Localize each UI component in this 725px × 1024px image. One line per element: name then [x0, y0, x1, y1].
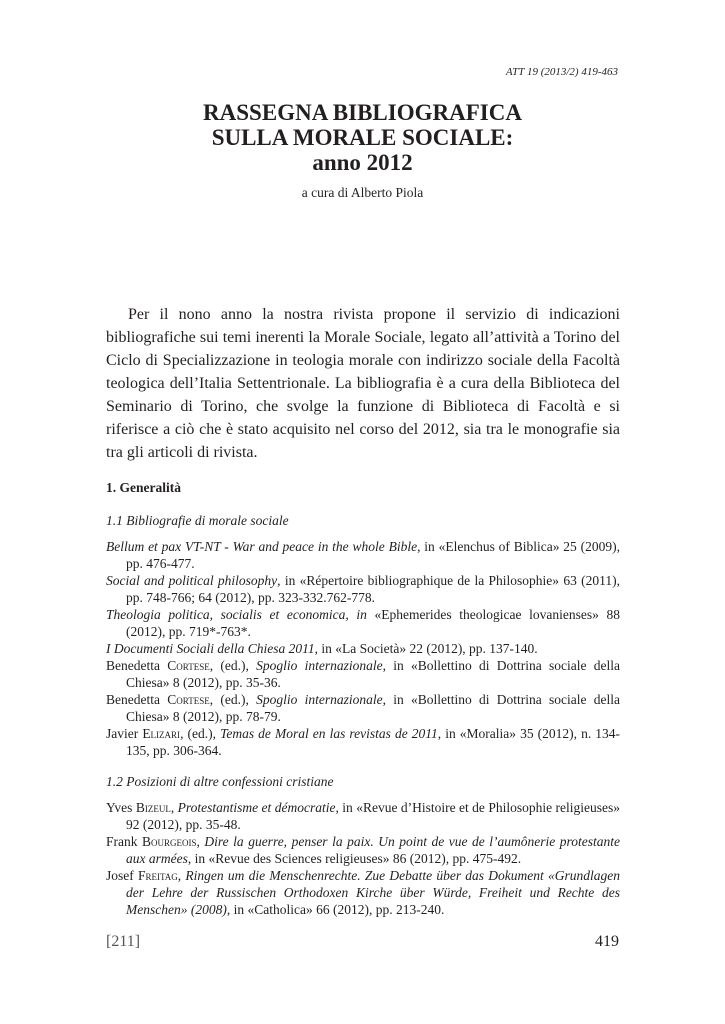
entry-publication-details: , in «Bollettino di Dottrina sociale della Chiesa» 8 (2012), pp. 78-79.	[126, 692, 620, 724]
entry-title: Spoglio internazionale	[256, 692, 383, 707]
bibliography-entry	[106, 833, 620, 867]
editor-credit: a cura di Alberto Piola	[301, 185, 424, 200]
article-title-line-2: SULLA MORALE SOCIALE:	[211, 125, 514, 150]
entry-title: Theologia politica, socialis et economica, in	[106, 607, 375, 622]
entry-editor-note: , (ed.),	[180, 726, 221, 741]
page-number: 419	[595, 933, 619, 950]
folio-bracket-number: [211]	[106, 933, 141, 950]
entry-title: Spoglio internazionale	[256, 658, 383, 673]
intro-paragraph: Per il nono anno la nostra rivista propone il servizio di indicazioni bibliografiche sui temi inerenti la Morale Sociale, legato all’attività a Torino del Ciclo di Specializzazione in teologia morale con indirizzo sociale della Facoltà teologica dell’Italia Settentrionale. La bibliografia è a cura della Biblioteca del Seminario di Torino, che svolge la funzione di Biblioteca di Facoltà e si riferisce a ciò che è stato acquisito nel corso del 2012, sia tra le monografie sia tra gli articoli di rivista.	[106, 306, 620, 461]
entry-author-given-name: Yves	[106, 800, 136, 815]
entry-publication-details: , in «Catholica» 66 (2012), pp. 213-240.	[226, 902, 445, 917]
entry-publication-details: , in «Revue des Sciences religieuses» 86 (2012), pp. 475-492.	[187, 851, 522, 866]
entry-author-surname: Bourgeois	[142, 834, 197, 849]
bibliography-entry	[106, 691, 620, 725]
bibliography-list-1-2	[106, 799, 620, 918]
entry-author-given-name: Frank	[106, 834, 143, 849]
bibliography-entry	[106, 657, 620, 691]
entry-publication-details: , in «Revue d’Histoire et de Philosophie religieuses» 92 (2012), pp. 35-48.	[126, 800, 621, 832]
entry-author-surname: Cortese	[167, 692, 210, 707]
entry-publication-details: , in «Bollettino di Dottrina sociale della Chiesa» 8 (2012), pp. 35-36.	[126, 658, 620, 690]
subsection-heading-1-1: 1.1 Bibliografie di morale sociale	[106, 513, 289, 528]
section-heading: 1. Generalità	[106, 480, 181, 495]
entry-title: Bellum et pax VT-NT - War and peace in the whole Bible	[106, 539, 418, 554]
entry-author-given-name: Benedetta	[106, 658, 168, 673]
entry-title: Ringen um die Menschenrechte. Zue Debatte über das Dokument «Grundlagen der Lehre der Russischen Orthodoxen Kirche über Würde, Freiheit und Rechte des Menschen» (2008)	[126, 868, 620, 917]
entry-author-surname: Freitag	[137, 868, 178, 883]
article-title-line-3: anno 2012	[312, 150, 413, 175]
entry-title: I Documenti Sociali della Chiesa 2011	[106, 641, 315, 656]
article-title-line-1: RASSEGNA BIBLIOGRAFICA	[203, 100, 522, 125]
bibliography-entry	[106, 538, 620, 572]
article-title-block	[0, 100, 725, 201]
bibliography-entry	[106, 606, 620, 640]
entry-publication-details: «Ephemerides theologicae lovanienses» 88 (2012), pp. 719*-763*.	[126, 607, 620, 639]
entry-title: Protestantisme et démocratie	[177, 800, 336, 815]
entry-publication-details: , in «Moralia» 35 (2012), n. 134-135, pp. 306-364.	[126, 726, 621, 758]
entry-editor-note: , (ed.),	[209, 692, 257, 707]
bibliography-entry	[106, 867, 620, 918]
bibliography-entry	[106, 799, 620, 833]
entry-title: Dire la guerre, penser la paix. Un point de vue de l’aumônerie protestante aux armées	[126, 834, 620, 866]
bibliography-entry	[106, 572, 620, 606]
bibliography-entry	[106, 725, 620, 759]
entry-editor-note: ,	[196, 834, 205, 849]
running-head: ATT 19 (2013/2) 419-463	[505, 66, 618, 78]
entry-author-given-name: Josef	[106, 868, 138, 883]
entry-editor-note: ,	[177, 868, 186, 883]
subsection-heading-1-2: 1.2 Posizioni di altre confessioni cristiane	[106, 774, 334, 789]
entry-author-given-name: Javier	[106, 726, 143, 741]
entry-editor-note: , (ed.),	[209, 658, 257, 673]
entry-author-surname: Elizari	[142, 726, 181, 741]
bibliography-list-1-1	[106, 538, 620, 759]
entry-publication-details: , in «Elenchus of Biblica» 25 (2009), pp. 476-477.	[126, 539, 620, 571]
entry-author-surname: Bizeul	[135, 800, 171, 815]
bibliography-entry	[106, 640, 620, 657]
entry-publication-details: , in «Répertoire bibliographique de la Philosophie» 63 (2011), pp. 748-766; 64 (2012), pp. 323-332.762-778.	[126, 573, 620, 605]
entry-title: Social and political philosophy	[106, 573, 278, 588]
entry-author-given-name: Benedetta	[106, 692, 168, 707]
entry-publication-details: , in «La Società» 22 (2012), pp. 137-140.	[314, 641, 538, 656]
entry-author-surname: Cortese	[167, 658, 210, 673]
entry-title: Temas de Moral en las revistas de 2011	[220, 726, 438, 741]
entry-editor-note: ,	[170, 800, 178, 815]
